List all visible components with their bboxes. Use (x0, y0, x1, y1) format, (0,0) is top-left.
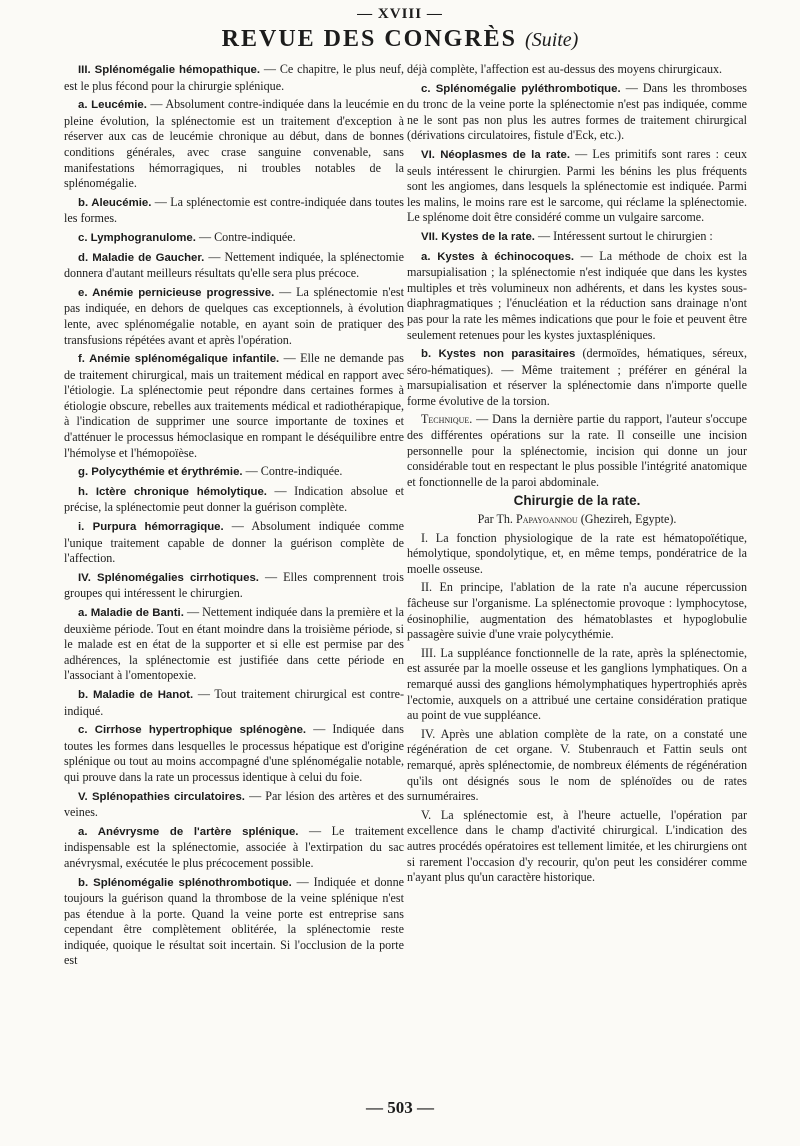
section-paragraph (407, 249, 747, 344)
section-text: — Intéressent surtout le chirurgien : (534, 228, 713, 243)
section-paragraph (64, 484, 404, 516)
section-text: — Absolument contre-indiquée dans la leucémie en pleine évolution, la splénectomie est un traitement d'exception à réserver aux cas de leucémie chronique au début, dans de bonnes conditions générales, avec crase sanguine convenable, sans manifestations hémorragiques, ni troubles notables de la splénomégalie. (64, 97, 404, 191)
section-text: — Par lésion des artères et des veines. (64, 788, 404, 820)
article-title: Chirurgie de la rate. (513, 493, 641, 509)
section-paragraph (64, 230, 404, 247)
section-text: — Dans la dernière partie du rapport, l'auteur s'occupe des différentes opérations sur la rate. Il conseille une incision personnelle pour la splénectomie, incision qui donne un jour considérable tout en respectant le plus possible l'intégrité anatomique et fonctionnelle de la paroi abdominale. (407, 412, 747, 489)
section-heading: i. Purpura hémorragique. (78, 521, 224, 534)
section-heading: a. Kystes à échinocoques. (421, 250, 575, 263)
section-paragraph (64, 824, 404, 872)
section-paragraph (407, 346, 747, 409)
section-text: déjà complète, l'affection est au-dessus des moyens chirurgicaux. (407, 62, 723, 76)
section-paragraph (64, 250, 404, 282)
section-heading: b. Maladie de Hanot. (78, 688, 194, 701)
article-author: Papayoannou (515, 512, 578, 527)
article-paragraph: I. La fonction physiologique de la rate est hématopoïétique, hémolytique, spondolytique, et, en même temps, pondératrice de la moelle osseuse. (407, 530, 747, 576)
section-paragraph (64, 285, 404, 348)
section-text: — Elles comprennent trois groupes qui intéressent le chirurgien. (64, 569, 404, 601)
section-heading: g. Polycythémie et érythrémie. (78, 466, 243, 479)
section-text: — Contre-indiquée. (195, 229, 296, 244)
section-text: — La splénectomie n'est pas indiquée, en dehors de quelques cas exceptionnels, à évolution lente, avec splénomégalie notable, en ayant soin de pratiquer des transfusions répétées avant et après l'opération. (64, 284, 404, 347)
section-paragraph (64, 605, 404, 684)
section-heading: h. Ictère chronique hémolytique. (78, 485, 267, 498)
section-text: — La splénectomie est contre-indiquée dans toutes les formes. (64, 194, 404, 226)
section-heading: b. Aleucémie. (78, 196, 152, 209)
section-paragraph (64, 195, 404, 227)
section-paragraph (64, 875, 404, 970)
section-text: — La méthode de choix est la marsupialisation ; la splénectomie n'est indiquée que dans les kystes multiples et très volumineux non adhérents, et dans les kystes sous-diaphragmatiques ; l'énucléation et la réduction sans drainage n'ont pas pour la rate les mêmes indications que pour le foie et peuvent être seulement retenues pour les kystes juxtaspléniques. (407, 248, 747, 342)
section-heading: a. Anévrysme de l'artère splénique. (78, 825, 299, 838)
section-text: — Nettement indiquée dans la première et la deuxième période. Tout en étant moindre dans la troisième période, si le malade est en état de la supporter et si elle est permise par des adhérences, la splénectomie est justifiée dans cette période en l'associant à l'omentopexie. (64, 605, 404, 683)
section-heading: V. Splénopathies circulatoires. (78, 790, 245, 803)
section-text: — Tout traitement chirurgical est contre-indiqué. (64, 686, 404, 718)
article-paragraph: IV. Après une ablation complète de la rate, on a constaté une régénération de cet organe. V. Stubenrauch et Fattin seuls ont remarqué, après splénectomie, de nombreux éléments de régénération qu'ils ont désignés sous le nom de splénoïdes ou de rates surnuméraires. (407, 726, 747, 804)
section-text: — Elle ne demande pas de traitement chirurgical, mais un traitement médical en rapport avec l'étiologie. La splénectomie peut répondre dans certaines formes à étiologie obscure, rebelles aux traitements médical et radiothérapique, à l'indication de supprimer une source importante de toxines et d'atténuer le processus hémoclasique en rompant le déséquilibre entre l'hémolyse et l'hémopoïèse. (64, 351, 404, 460)
section-heading: IV. Splénomégalies cirrhotiques. (78, 571, 259, 584)
section-heading: c. Cirrhose hypertrophique splénogène. (78, 724, 307, 737)
article-paragraph: V. La splénectomie est, à l'heure actuelle, l'opération par excellence dans le champ d'activité chirurgical. L'indication des autres procédés opératoires est tellement limitée, et les chirurgiens ont si rarement l'occasion d'y recourir, qu'on peut les considérer comme n'ayant plus qu'un caractère historique. (407, 807, 747, 885)
section-text: — Dans les thromboses du tronc de la veine porte la splénectomie n'est pas indiquée, comme ne le sont pas non plus les autres formes de traitement chirurgical (dérivations circulatoires, fistule d'Eck, etc.). (407, 80, 747, 143)
section-paragraph (64, 519, 404, 567)
section-text: — Indiquée dans toutes les formes dans lesquelles le processus hépatique est d'origine splénique ou tout au moins accompagné d'une splénomégalie notable, qui prouve dans la rate un processus identique à celui du foie. (64, 722, 404, 784)
section-paragraph (64, 97, 404, 192)
section-paragraph (64, 464, 404, 481)
section-text: — Nettement indiquée, la splénectomie donnera d'autant meilleurs résultats qu'elle sera plus précoce. (64, 249, 404, 281)
right-column (407, 62, 747, 889)
section-paragraph (407, 412, 747, 490)
section-heading: f. Anémie splénomégalique infantile. (78, 353, 280, 366)
section-text: — Indication absolue et précise, la splénectomie peut donner la guérison complète. (64, 483, 405, 515)
section-text: — Indiquée et donne toujours la guérison quand la thrombose de la veine splénique n'est pas étendue à la porte. Quand la veine porte est entreprise sans cependant être complètement oblitérée, la splénectomie reste indiquée, quoique le résultat soit incertain. Si l'occlusion de la porte est (64, 874, 404, 968)
section-heading: b. Splénomégalie splénothrombotique. (78, 876, 292, 889)
section-heading: b. Kystes non parasitaires (421, 348, 576, 361)
right-column-sections (407, 62, 747, 490)
page-number: — 503 — (366, 1098, 434, 1117)
left-column (64, 62, 404, 972)
section-heading: c. Splénomégalie pyléthrombotique. (421, 82, 621, 95)
section-paragraph (64, 351, 404, 461)
section-heading: d. Maladie de Gaucher. (78, 251, 205, 264)
section-heading: a. Maladie de Banti. (78, 607, 184, 619)
byline-prefix: Par Th. (477, 512, 516, 527)
journal-title (0, 26, 800, 53)
section-text: — Les primitifs sont rares : ceux seuls intéressent le chirurgien. Parmi les bénins les plus fréquents sont les angiomes, dans lesquels la splénectomie est indiquée. Parmi les malins, le moins rare est le sarcome, qui réclame la splénectomie. Le splénome doit être considéré comme un vulgaire sarcome. (407, 146, 747, 225)
section-heading: c. Lymphogranulome. (78, 231, 196, 244)
section-paragraph (64, 62, 404, 94)
journal-title-suite: (Suite) (525, 29, 579, 51)
section-text: — Contre-indiquée. (242, 464, 343, 479)
article-body (407, 531, 747, 886)
section-paragraph (407, 229, 747, 246)
section-heading: VI. Néoplasmes de la rate. (421, 148, 570, 161)
section-heading: Technique. (421, 412, 473, 427)
section-paragraph (407, 62, 747, 78)
section-paragraph (64, 570, 404, 602)
section-paragraph (64, 687, 404, 719)
section-heading: e. Anémie pernicieuse progressive. (78, 286, 275, 299)
section-paragraph (407, 147, 747, 226)
section-paragraph (407, 81, 747, 144)
article-paragraph: II. En principe, l'ablation de la rate n'a aucune répercussion fâcheuse sur l'organisme. La splénectomie provoque : lymphocytose, éosinophilie, augmentation des hématoblastes et hypoglobulie passagère suivie d'une vraie polycythémie. (407, 580, 747, 642)
section-text: (dermoïdes, hématiques, séreux, séro-hématiques). — Même traitement ; préférer en général la marsupialisation et réserver la splénectomie dans n'importe quelle forme évolutive de la torsion. (407, 346, 747, 408)
section-heading: III. Splénomégalie hémopathique. (78, 64, 261, 76)
section-text: — Ce chapitre, le plus neuf, est le plus fécond pour la chirurgie splénique. (64, 62, 404, 93)
journal-title-text: REVUE DES CONGRÈS (221, 26, 518, 52)
section-paragraph (64, 722, 404, 785)
section-text: — Absolument indiquée comme l'unique traitement capable de donner la guérison complète de l'affection. (64, 519, 404, 566)
page-header-roman: — XVIII — (357, 6, 443, 22)
section-text: — Le traitement indispensable est la splénectomie, associée à l'extirpation du sac anévrysmal, exécutée le plus précocement possible. (64, 823, 404, 870)
article-byline (407, 512, 747, 528)
article-paragraph: III. La suppléance fonctionnelle de la rate, après la splénectomie, est assurée par la moelle osseuse et les ganglions lymphatiques. On a remarqué aussi des ganglions hémolymphatiques hypertrophiés après l'ectomie, auxquels on a attribué une certaine considération pratique au point de vue suppléance. (407, 645, 747, 723)
article-affiliation: (Ghezireh, Egypte). (577, 512, 677, 527)
section-heading: a. Leucémie. (78, 99, 147, 112)
section-heading: VII. Kystes de la rate. (421, 230, 535, 243)
section-paragraph (64, 789, 404, 821)
